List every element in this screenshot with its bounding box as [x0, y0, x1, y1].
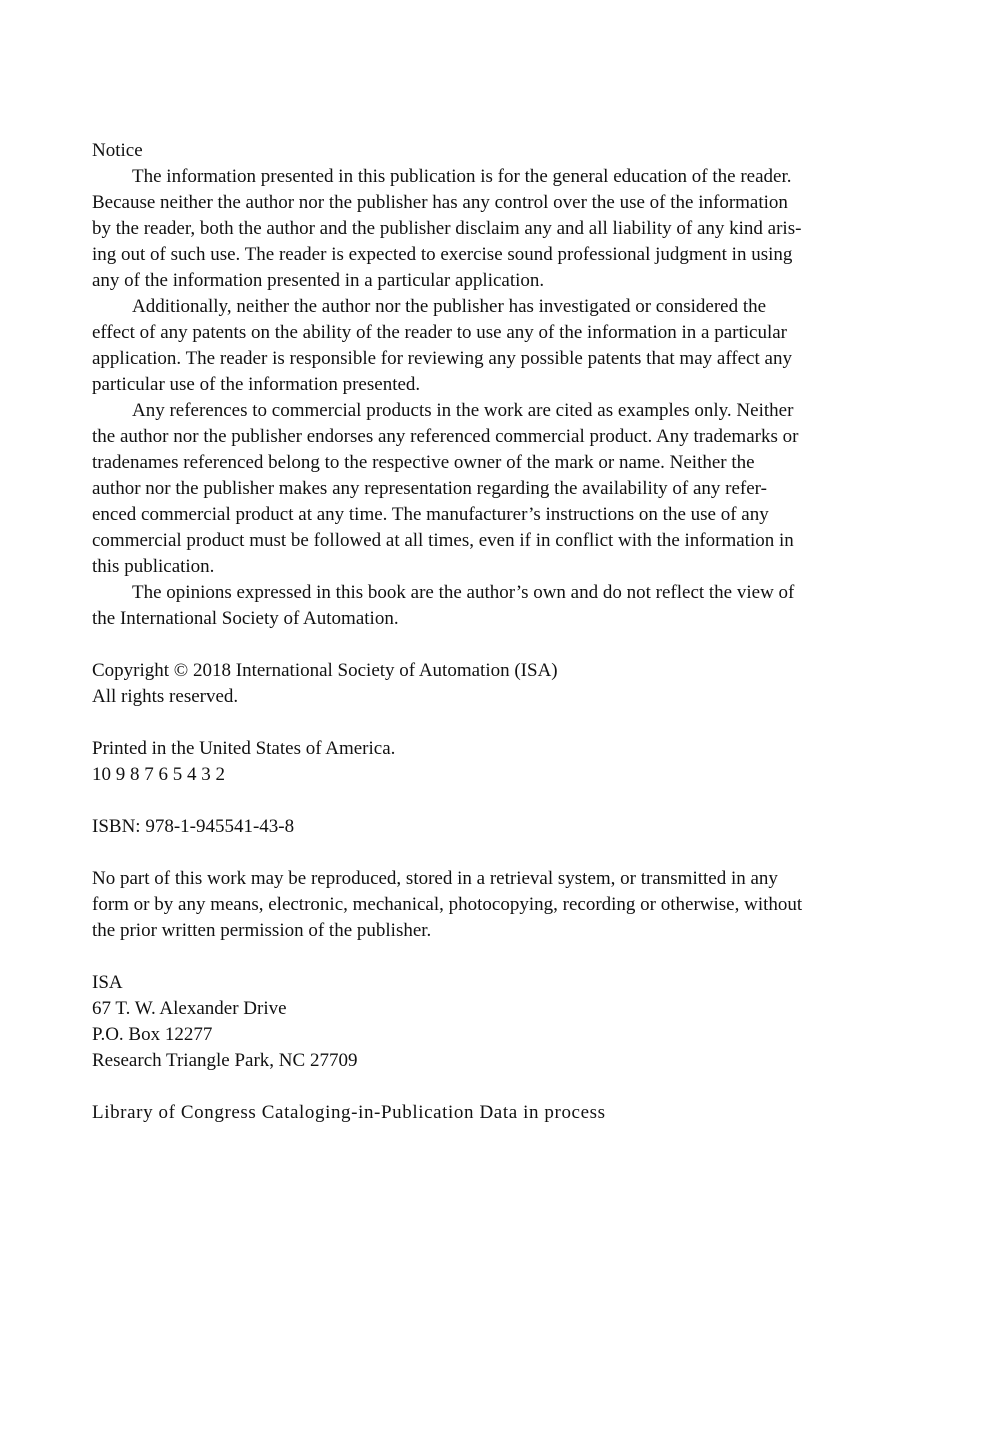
publisher-address — [92, 970, 922, 1074]
spacer — [92, 788, 922, 814]
text-line: the prior written permission of the publisher. — [92, 920, 432, 941]
printed-in: Printed in the United States of America. — [92, 738, 396, 759]
text-line: any of the information presented in a particular application. — [92, 270, 545, 291]
text-line: enced commercial product at any time. The manufacturer’s instructions on the use of any — [92, 504, 769, 525]
text-line: Because neither the author nor the publisher has any control over the use of the information — [92, 192, 788, 213]
isbn: ISBN: 978-1-945541-43-8 — [92, 816, 295, 837]
spacer — [92, 1074, 922, 1100]
text-line: author nor the publisher makes any representation regarding the availability of any refer- — [92, 478, 767, 499]
text-line: effect of any patents on the ability of the reader to use any of the information in a particular — [92, 322, 788, 343]
spacer — [92, 710, 922, 736]
rights-reserved: All rights reserved. — [92, 686, 239, 707]
text-line: by the reader, both the author and the publisher disclaim any and all liability of any kind aris- — [92, 218, 802, 239]
cip-data-note: Library of Congress Cataloging-in-Publication Data in process — [92, 1102, 606, 1123]
spacer — [92, 840, 922, 866]
notice-paragraph-commercial-products — [92, 398, 922, 580]
notice-heading: Notice — [92, 140, 143, 161]
notice-paragraph-patents — [92, 294, 922, 398]
text-line: particular use of the information presented. — [92, 374, 421, 395]
print-line-numbers: 10 9 8 7 6 5 4 3 2 — [92, 764, 225, 785]
notice-paragraph-education — [92, 164, 922, 294]
po-box: P.O. Box 12277 — [92, 1024, 213, 1045]
text-line: ing out of such use. The reader is expected to exercise sound professional judgment in using — [92, 244, 793, 265]
copyright-line: Copyright © 2018 International Society of Automation (ISA) — [92, 660, 558, 681]
text-line: tradenames referenced belong to the respective owner of the mark or name. Neither the — [92, 452, 755, 473]
text-line: The opinions expressed in this book are the author’s own and do not reflect the view of — [132, 582, 795, 603]
text-line: this publication. — [92, 556, 215, 577]
city-state-zip: Research Triangle Park, NC 27709 — [92, 1050, 358, 1071]
publisher-name: ISA — [92, 972, 123, 993]
spacer — [92, 944, 922, 970]
text-line: the International Society of Automation. — [92, 608, 399, 629]
copyright-page — [92, 138, 922, 1126]
spacer — [92, 632, 922, 658]
text-line: No part of this work may be reproduced, stored in a retrieval system, or transmitted in any — [92, 868, 778, 889]
text-line: The information presented in this publication is for the general education of the reader. — [132, 166, 792, 187]
notice-paragraph-opinions — [92, 580, 922, 632]
reproduction-notice — [92, 866, 922, 944]
copyright-block — [92, 658, 922, 710]
text-line: Additionally, neither the author nor the publisher has investigated or considered the — [132, 296, 767, 317]
text-line: the author nor the publisher endorses any referenced commercial product. Any trademarks or — [92, 426, 799, 447]
street-address: 67 T. W. Alexander Drive — [92, 998, 287, 1019]
text-line: Any references to commercial products in the work are cited as examples only. Neither — [132, 400, 794, 421]
text-line: form or by any means, electronic, mechanical, photocopying, recording or otherwise, without — [92, 894, 803, 915]
text-line: application. The reader is responsible for reviewing any possible patents that may affect any — [92, 348, 792, 369]
printing-block — [92, 736, 922, 788]
text-line: commercial product must be followed at all times, even if in conflict with the information in — [92, 530, 794, 551]
